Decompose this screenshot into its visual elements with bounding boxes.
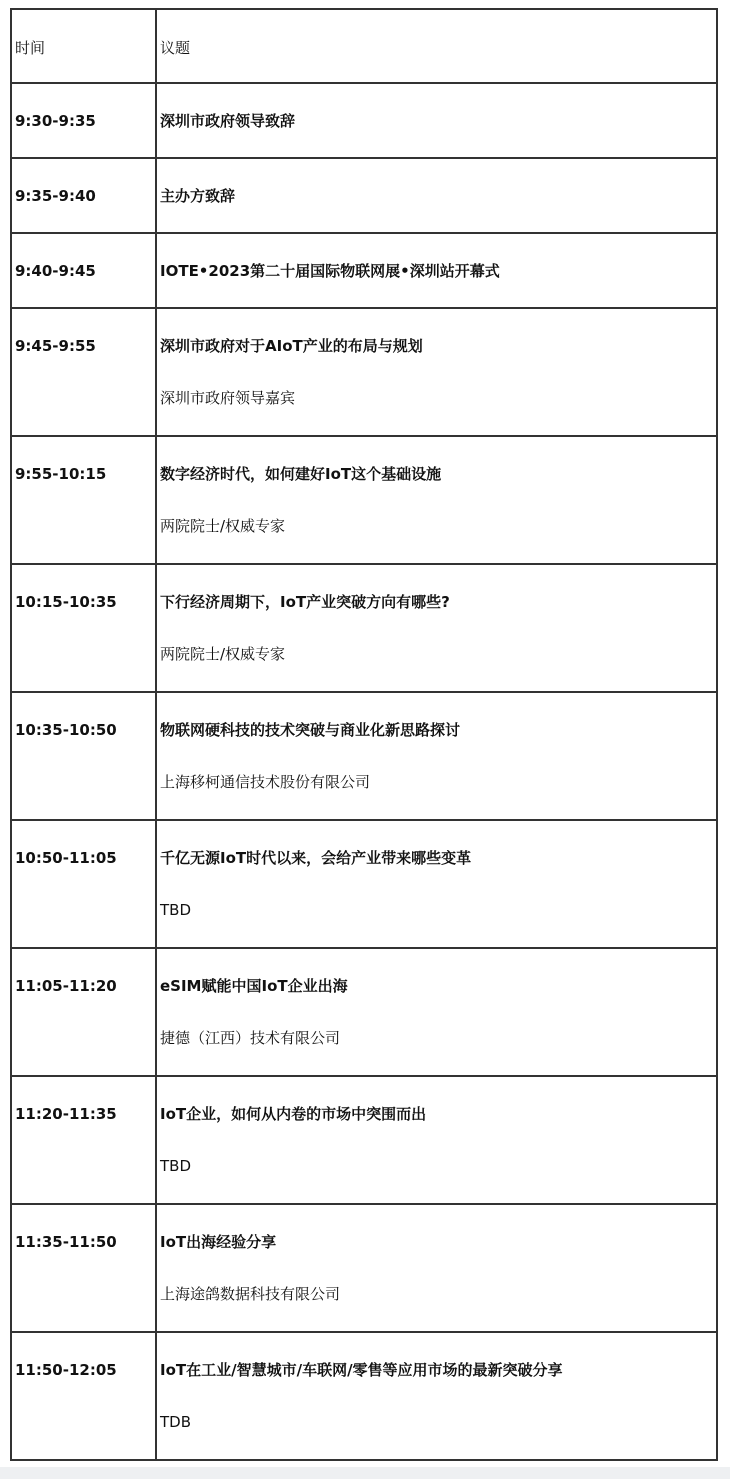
time-cell [11, 692, 156, 820]
time-slot: 10:50-11:05 [15, 849, 117, 867]
header-time-cell [11, 9, 156, 83]
topic-cell [156, 233, 717, 308]
time-cell [11, 564, 156, 692]
topic-speaker: 深圳市政府领导嘉宾 [160, 389, 296, 407]
header-topic-label: 议题 [160, 39, 191, 57]
topic-cell [156, 436, 717, 564]
time-cell [11, 158, 156, 233]
time-cell [11, 820, 156, 948]
topic-cell [156, 1332, 717, 1460]
topic-title: IoT在工业/智慧城市/车联网/零售等应用市场的最新突破分享 [160, 1361, 563, 1379]
time-cell [11, 436, 156, 564]
agenda-row [11, 948, 717, 1076]
topic-title: 千亿无源IoT时代以来，会给产业带来哪些变革 [160, 849, 472, 867]
agenda-row [11, 564, 717, 692]
topic-speaker: 捷德（江西）技术有限公司 [160, 1029, 341, 1047]
time-slot: 9:55-10:15 [15, 465, 107, 483]
topic-title: 深圳市政府对于AIoT产业的布局与规划 [160, 337, 423, 355]
agenda-row [11, 1332, 717, 1460]
agenda-body [11, 9, 717, 1460]
agenda-row [11, 1204, 717, 1332]
topic-speaker: TBD [160, 901, 192, 919]
agenda-table [10, 8, 718, 1461]
topic-title: 数字经济时代，如何建好IoT这个基础设施 [160, 465, 442, 483]
topic-speaker: 上海移柯通信技术股份有限公司 [160, 773, 371, 791]
topic-speaker: TBD [160, 1157, 192, 1175]
header-topic-cell [156, 9, 717, 83]
time-slot: 10:15-10:35 [15, 593, 117, 611]
topic-title: eSIM赋能中国IoT企业出海 [160, 977, 348, 995]
topic-title: 深圳市政府领导致辞 [160, 112, 296, 130]
topic-title: IOTE•2023第二十届国际物联网展•深圳站开幕式 [160, 262, 500, 280]
topic-title: 物联网硬科技的技术突破与商业化新思路探讨 [160, 721, 461, 739]
agenda-row [11, 308, 717, 436]
time-cell [11, 1076, 156, 1204]
time-cell [11, 233, 156, 308]
time-slot: 9:35-9:40 [15, 187, 96, 205]
topic-cell [156, 948, 717, 1076]
agenda-row [11, 436, 717, 564]
topic-title: IoT出海经验分享 [160, 1233, 277, 1251]
topic-cell [156, 308, 717, 436]
time-cell [11, 948, 156, 1076]
topic-cell [156, 83, 717, 158]
topic-speaker: 上海途鸽数据科技有限公司 [160, 1285, 341, 1303]
topic-cell [156, 692, 717, 820]
header-row [11, 9, 717, 83]
agenda-row [11, 233, 717, 308]
time-slot: 9:30-9:35 [15, 112, 96, 130]
bottom-strip [0, 1467, 730, 1479]
topic-cell [156, 1204, 717, 1332]
time-cell [11, 83, 156, 158]
agenda-row [11, 1076, 717, 1204]
agenda-row [11, 83, 717, 158]
topic-title: IoT企业，如何从内卷的市场中突围而出 [160, 1105, 427, 1123]
time-cell [11, 1204, 156, 1332]
time-slot: 11:05-11:20 [15, 977, 117, 995]
time-slot: 10:35-10:50 [15, 721, 117, 739]
topic-title: 下行经济周期下，IoT产业突破方向有哪些? [160, 593, 450, 611]
topic-speaker: TDB [160, 1413, 192, 1431]
time-slot: 9:45-9:55 [15, 337, 96, 355]
topic-speaker: 两院院士/权威专家 [160, 517, 286, 535]
time-slot: 11:20-11:35 [15, 1105, 117, 1123]
topic-cell [156, 564, 717, 692]
time-slot: 9:40-9:45 [15, 262, 96, 280]
topic-cell [156, 158, 717, 233]
topic-title: 主办方致辞 [160, 187, 236, 205]
topic-speaker: 两院院士/权威专家 [160, 645, 286, 663]
time-slot: 11:50-12:05 [15, 1361, 117, 1379]
header-time-label: 时间 [15, 39, 46, 57]
agenda-row [11, 692, 717, 820]
topic-cell [156, 1076, 717, 1204]
time-slot: 11:35-11:50 [15, 1233, 117, 1251]
time-cell [11, 1332, 156, 1460]
agenda-row [11, 158, 717, 233]
agenda-row [11, 820, 717, 948]
time-cell [11, 308, 156, 436]
topic-cell [156, 820, 717, 948]
